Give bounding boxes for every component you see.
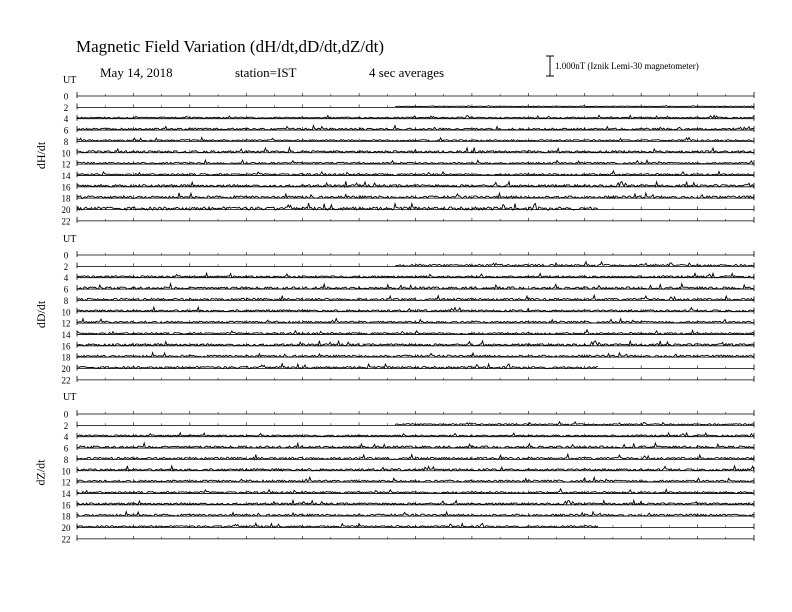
row-label: 8	[63, 136, 69, 147]
data-trace	[77, 203, 598, 210]
row-label: 4	[63, 432, 69, 443]
row-label: 14	[61, 170, 71, 181]
row-label: 14	[61, 329, 71, 340]
averaging-label: 4 sec averages	[369, 65, 445, 80]
ut-label-panel-1: UT	[63, 75, 77, 86]
ylabel-dh: dH/dt	[34, 141, 49, 170]
ut-label-panel-2: UT	[63, 234, 77, 245]
row-label: 16	[61, 341, 71, 352]
row-label: 22	[61, 375, 71, 386]
row-label: 20	[61, 523, 71, 533]
page-title: Magnetic Field Variation (dH/dt,dD/dt,dZ/dt)	[76, 37, 385, 56]
data-trace	[395, 422, 754, 425]
row-label: 6	[63, 284, 69, 295]
station-label: station=IST	[235, 65, 297, 80]
data-trace	[395, 262, 754, 267]
row-label: 10	[61, 466, 71, 477]
ylabel-dz: dZ/dt	[33, 459, 48, 486]
row-label: 8	[63, 295, 69, 306]
row-label: 14	[61, 488, 71, 499]
row-label: 18	[61, 511, 71, 522]
data-trace	[77, 523, 598, 527]
row-label: 16	[61, 500, 71, 511]
row-label: 20	[61, 205, 71, 215]
row-label: 8	[63, 454, 69, 465]
row-label: 0	[63, 91, 69, 102]
row-label: 22	[61, 534, 71, 545]
scale-label: 1.000nT (Iznik Lemi-30 magnetometer)	[555, 61, 699, 71]
row-label: 18	[61, 193, 71, 204]
row-label: 0	[63, 409, 69, 420]
data-trace	[395, 106, 754, 107]
row-label: 12	[61, 477, 71, 488]
row-label: 6	[63, 125, 69, 136]
row-label: 4	[63, 114, 69, 125]
row-label: 12	[61, 318, 71, 329]
row-label: 2	[63, 261, 69, 272]
date-label: May 14, 2018	[100, 65, 173, 80]
data-trace	[77, 364, 598, 369]
row-label: 2	[63, 420, 69, 431]
row-label: 4	[63, 273, 69, 284]
row-label: 16	[61, 182, 71, 193]
row-label: 2	[63, 102, 69, 113]
row-label: 22	[61, 216, 71, 227]
ut-label-panel-3: UT	[63, 392, 77, 403]
row-label: 0	[63, 250, 69, 261]
row-label: 18	[61, 352, 71, 363]
ylabel-dd: dD/dt	[34, 300, 49, 329]
row-label: 12	[61, 159, 71, 170]
row-label: 10	[61, 148, 71, 159]
row-label: 10	[61, 307, 71, 318]
row-label: 20	[61, 364, 71, 374]
row-label: 6	[63, 443, 69, 454]
